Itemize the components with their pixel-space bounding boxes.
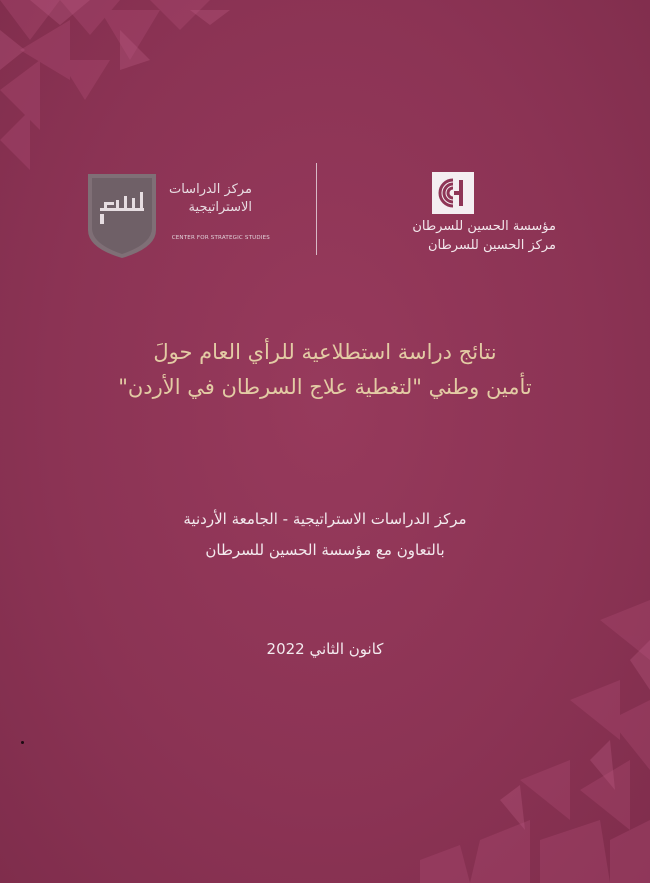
khcf-logo-icon <box>432 172 474 214</box>
css-name-line1: مركز الدراسات <box>168 182 252 197</box>
khcc-name: مركز الحسين للسرطان <box>427 238 556 253</box>
collaboration-line: بالتعاون مع مؤسسة الحسين للسرطان <box>205 541 445 559</box>
publication-date: كانون الثاني 2022 <box>266 640 384 658</box>
publisher-line: مركز الدراسات الاستراتيجية - الجامعة الأردنية <box>183 510 467 528</box>
logo-divider <box>316 163 317 255</box>
report-title-line2: تأمين وطني "لتغطية علاج السرطان في الأردن" <box>118 375 532 399</box>
khcf-name: مؤسسة الحسين للسرطان <box>412 219 556 234</box>
speck-mark <box>21 741 24 744</box>
css-shield-logo-icon <box>86 168 158 260</box>
report-title-line1: نتائج دراسة استطلاعية للرأي العام حولَ <box>153 340 497 364</box>
css-name-line2: الاستراتيجية <box>188 200 252 215</box>
css-english-name: CENTER FOR STRATEGIC STUDIES <box>171 235 270 241</box>
